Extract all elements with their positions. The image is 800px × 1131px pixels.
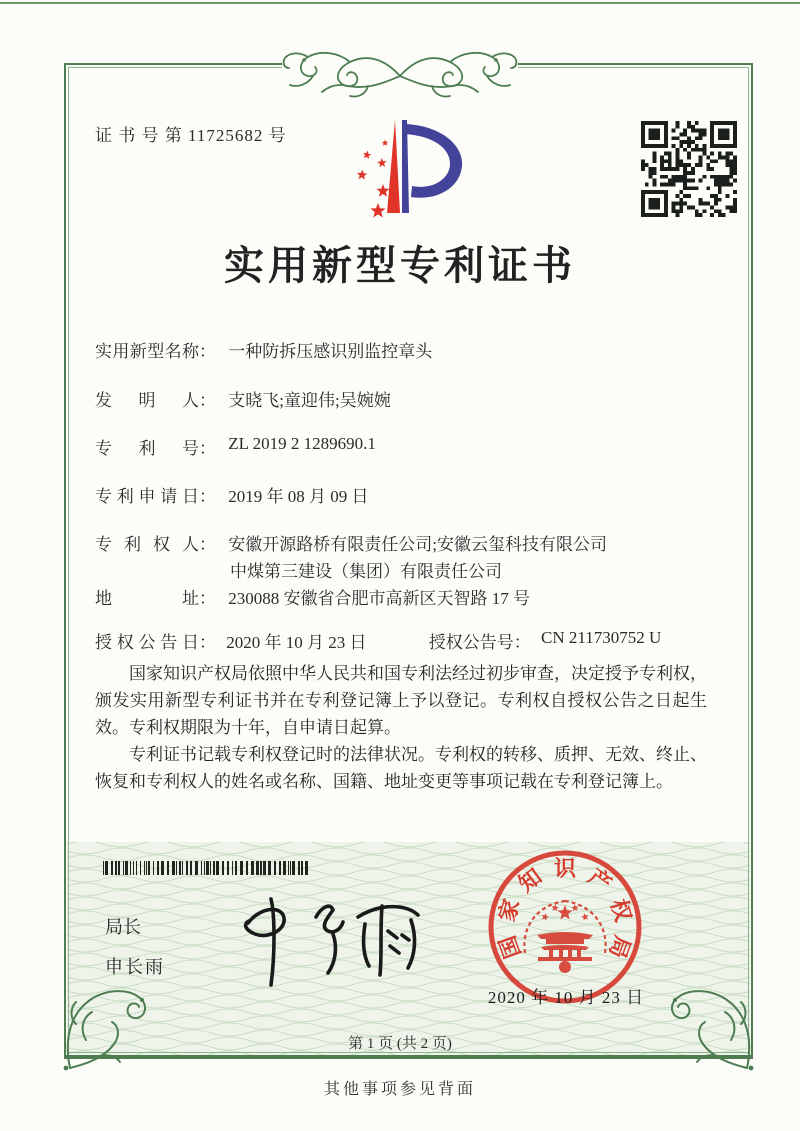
field-label-grant-number: 授权公告号 <box>428 633 514 652</box>
cnipa-logo-icon <box>340 108 470 218</box>
corner-flourish-right-icon <box>645 980 761 1072</box>
barcode <box>103 861 309 875</box>
page-top-rule <box>0 2 800 4</box>
dragon-ornament-icon <box>282 42 518 106</box>
field-colon: ： <box>199 589 216 608</box>
field-value: 2020 年 10 月 23 日 <box>226 633 367 652</box>
body-paragraph: 专利证书记载专利权登记时的法律状况。专利权的转移、质押、无效、终止、恢复和专利权人的姓名或名称、国籍、地址变更等事项记载在专利登记簿上。 <box>95 745 707 791</box>
field-colon: ： <box>199 487 216 506</box>
field-label: 发明人 <box>95 391 199 410</box>
field-label: 专利权人 <box>95 535 199 554</box>
svg-text:权: 权 <box>605 896 637 925</box>
field-value: ZL 2019 2 1289690.1 <box>228 434 376 453</box>
qr-code <box>641 121 737 217</box>
commissioner-title: 局长 <box>105 917 141 937</box>
field-colon: ： <box>513 633 531 652</box>
svg-text:产: 产 <box>583 863 617 897</box>
field-label: 授权公告日 <box>95 633 199 652</box>
field-label: 地址 <box>95 589 199 608</box>
svg-text:局: 局 <box>604 932 636 962</box>
corner-flourish-left-icon <box>56 980 172 1072</box>
commissioner-block <box>105 913 165 979</box>
field-value: 230088 安徽省合肥市高新区天智路 17 号 <box>228 589 530 608</box>
legal-body-text <box>95 660 707 795</box>
commissioner-name: 申长雨 <box>105 957 165 977</box>
field-row-inventor <box>95 386 715 411</box>
field-value: 2019 年 08 月 09 日 <box>228 487 369 506</box>
field-row-patent-number <box>95 434 715 459</box>
field-row-address <box>95 584 715 609</box>
field-colon: ： <box>199 633 216 652</box>
field-colon: ： <box>199 439 216 458</box>
field-row-name <box>95 337 715 362</box>
field-colon: ： <box>199 535 216 554</box>
field-colon: ： <box>199 342 216 361</box>
seal-date: 2020 年 10 月 23 日 <box>487 988 645 1007</box>
field-value: 安徽开源路桥有限责任公司;安徽云玺科技有限公司 <box>228 535 607 554</box>
field-value-grant-number: CN 211730752 U <box>541 628 662 647</box>
field-row-grant <box>95 628 715 653</box>
signature-autograph <box>230 893 435 993</box>
field-value-line2: 中煤第三建设（集团）有限责任公司 <box>230 562 502 581</box>
certificate-number: 证 书 号 第 11725682 号 <box>95 126 287 145</box>
svg-text:知: 知 <box>513 863 547 897</box>
field-value: 支晓飞;童迎伟;吴婉婉 <box>228 391 391 410</box>
page-number: 第 1 页 (共 2 页) <box>348 1036 452 1052</box>
field-value: 一种防拆压感识别监控章头 <box>228 342 433 361</box>
body-paragraph: 国家知识产权局依照中华人民共和国专利法经过初步审查，决定授予专利权，颁发实用新型专利证书并在专利登记簿上予以登记。专利权自授权公告之日起生效。专利权期限为十年，自申请日起算。 <box>95 664 707 737</box>
back-note: 其他事项参见背面 <box>323 1081 476 1098</box>
field-row-patentee <box>95 530 715 581</box>
field-label: 专利号 <box>95 439 199 458</box>
svg-text:识: 识 <box>553 856 577 882</box>
certificate-title: 实用新型专利证书 <box>224 243 576 288</box>
field-label: 专利申请日 <box>95 487 199 506</box>
field-row-filing-date <box>95 482 715 507</box>
field-colon: ： <box>199 391 216 410</box>
svg-text:国: 国 <box>494 932 526 962</box>
svg-text:家: 家 <box>493 896 525 925</box>
field-label: 实用新型名称 <box>95 342 199 361</box>
